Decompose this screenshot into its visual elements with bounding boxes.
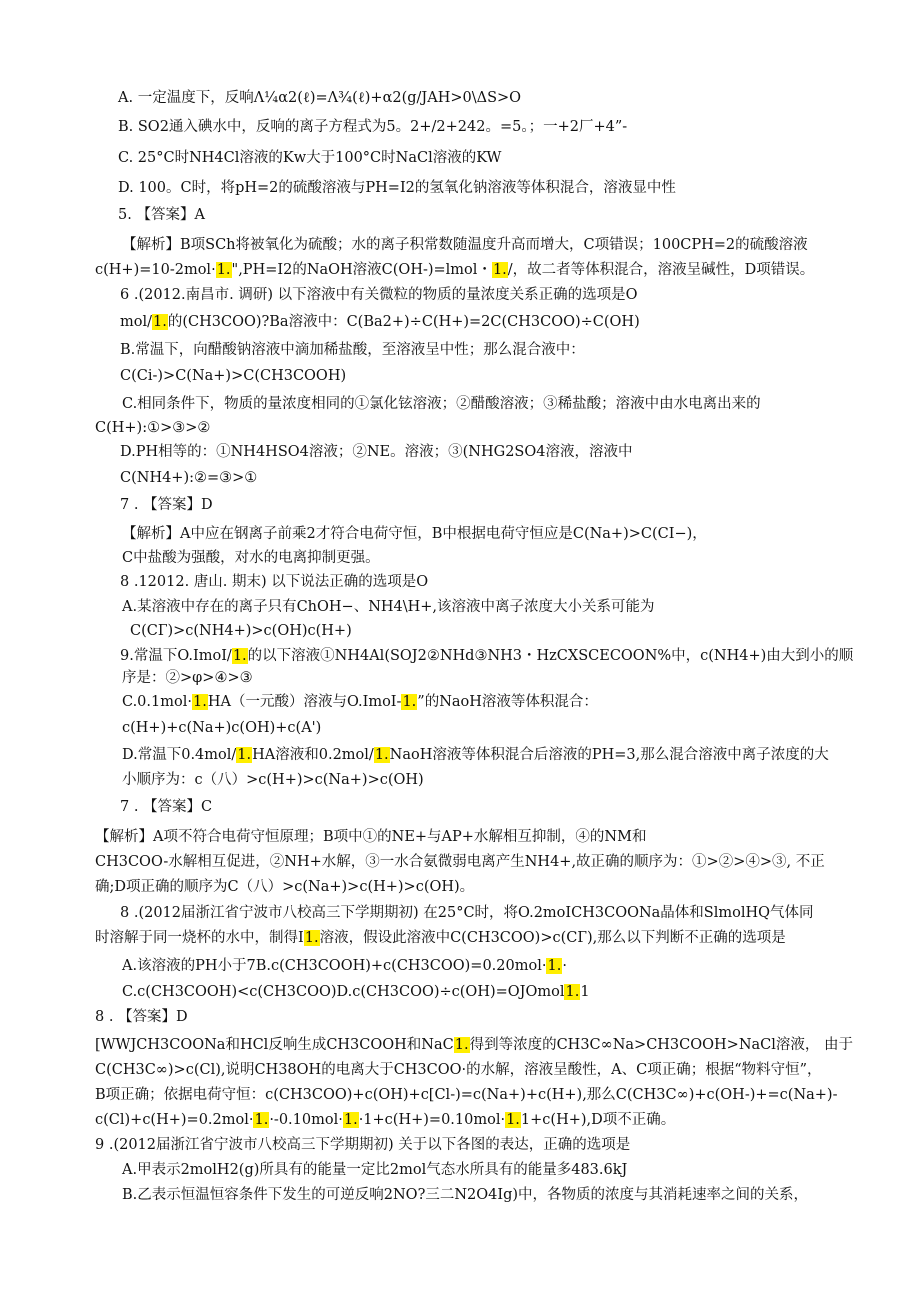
text-run: 时溶解于同一烧杯的水中，制得I bbox=[95, 930, 304, 946]
highlight-mark: 1. bbox=[232, 648, 247, 664]
text-run: NaoH溶液等体积混合后溶液的PH=3,那么混合溶液中离子浓度的大 bbox=[389, 747, 829, 763]
text-run: · bbox=[562, 958, 567, 974]
formula-line: c(H+)+c(Na+)c(OH)+c(A') bbox=[122, 720, 322, 736]
text-run: 1 bbox=[580, 984, 590, 1000]
text-run: A.该溶液的PH小于7B.c(CH3COOH)+c(CH3COO)=0.20mol· bbox=[122, 958, 547, 974]
text-run: HA（一元酸）溶液与O.ImoI- bbox=[207, 694, 402, 710]
answer-heading: 7 . 【答案】C bbox=[120, 799, 213, 815]
explanation-line: C(CH3C∞)>c(Cl),说明CH38OH的电离大于CH3COO·的水解，溶液呈酸性，A、C项正确；根据“物料守恒”， bbox=[95, 1062, 822, 1078]
explanation-line bbox=[95, 260, 814, 280]
highlight-mark: 1. bbox=[492, 262, 507, 278]
answer-heading: 7 . 【答案】D bbox=[120, 497, 213, 513]
option-line: B.常温下，向醋酸钠溶液中滴加稀盐酸，至溶液呈中性；那么混合液中： bbox=[120, 342, 585, 358]
text-run: HA溶液和0.2mol/ bbox=[252, 747, 374, 763]
option-line bbox=[120, 646, 853, 666]
highlight-mark: 1. bbox=[547, 958, 562, 974]
highlight-mark: 1. bbox=[216, 262, 231, 278]
explanation-line: C中盐酸为强酸，对水的电离抑制更强。 bbox=[122, 550, 380, 566]
text-run: [WWJCH3COONa和HCl反响生成CH3COOH和NaC bbox=[95, 1037, 454, 1053]
option-line: 小顺序为：c（八）>c(H+)>c(Na+)>c(OH) bbox=[122, 772, 424, 788]
text-run: 9.常温下O.ImoI/ bbox=[120, 648, 232, 664]
highlight-mark: 1. bbox=[153, 314, 167, 330]
explanation-line: 【解析】A中应在钢离子前乘2才符合电荷守恒，B中根据电荷守恒应是C(Na+)>C(CI−)， bbox=[122, 526, 707, 542]
highlight-mark: 1. bbox=[454, 1037, 469, 1053]
option-d: D. 100。C时，将pH=2的硫酸溶液与PH=I2的氢氧化钠溶液等体积混合，溶液显中性 bbox=[118, 180, 676, 196]
highlight-mark: 1. bbox=[506, 1112, 520, 1128]
option-a: A. 一定温度下，反响Λ¼α2(ℓ)=Λ¾(ℓ)+α2(g/JAH>0\ΔS>O bbox=[118, 90, 522, 106]
option-line: A.甲表示2molH2(g)所具有的能量一定比2mol气态水所具有的能量多483.6kJ bbox=[122, 1162, 628, 1178]
option-c: C. 25°C时NH4Cl溶液的Kw大于100°C时NaCl溶液的KW bbox=[118, 150, 502, 166]
highlight-mark: 1. bbox=[254, 1112, 269, 1128]
highlight-mark: 1. bbox=[237, 747, 252, 763]
highlight-mark: 1. bbox=[304, 930, 319, 946]
option-line bbox=[122, 956, 567, 976]
text-run: C.c(CH3COOH)<c(CH3COO)D.c(CH3COO)÷c(OH)=OJOmol bbox=[122, 984, 565, 1000]
highlight-mark: 1. bbox=[565, 984, 580, 1000]
option-line bbox=[120, 312, 640, 332]
question-line: 8 .12012. 唐山. 期末) 以下说法正确的选项是O bbox=[120, 574, 429, 590]
text-run: 的以下溶液①NH4Al(SOJ2②NHd③NH3・HzCXSCECOON%中，c(NH4+)由大到小的顺 bbox=[247, 648, 854, 664]
option-line bbox=[122, 745, 829, 765]
explanation-line bbox=[95, 1110, 675, 1130]
formula-line: C(NH4+):②=③>① bbox=[120, 470, 258, 486]
text-run: 的(CH3COO)?Ba溶液中：C(Ba2+)÷C(H+)=2C(CH3COO)÷C(OH) bbox=[167, 314, 640, 330]
explanation-line: 【解析】B项SCh将被氧化为硫酸；水的离子积常数随温度升高而增大，C项错误；100CPH=2的硫酸溶液 bbox=[122, 237, 808, 253]
answer-heading: 8 . 【答案】D bbox=[95, 1009, 188, 1025]
text-run: mol/ bbox=[120, 314, 153, 330]
text-run: /，故二者等体积混合，溶液呈碱性，D项错误。 bbox=[507, 262, 815, 278]
formula-line: C(Ci-)>C(Na+)>C(CH3COOH) bbox=[120, 368, 347, 384]
text-run: C.0.1mol· bbox=[122, 694, 192, 710]
highlight-mark: 1. bbox=[374, 747, 389, 763]
option-line: D.PH相等的：①NH4HSO4溶液；②NE。溶液；③(NHG2SO4溶液，溶液中 bbox=[120, 444, 633, 460]
answer-heading: 5. 【答案】A bbox=[118, 207, 205, 223]
explanation-line bbox=[95, 1035, 853, 1055]
question-line: 6 .(2012.南昌市. 调研) 以下溶液中有关微粒的物质的量浓度关系正确的选项是O bbox=[120, 287, 638, 303]
highlight-mark: 1. bbox=[343, 1112, 358, 1128]
explanation-line: CH3COO-水解相互促进，②NH+水解，③一水合氨微弱电离产生NH4+,故正确的顺序为：①>②>④>③, 不正 bbox=[95, 854, 825, 870]
highlight-mark: 1. bbox=[192, 694, 207, 710]
option-line: A.某溶液中存在的离子只有ChOH−、NH4\H+,该溶液中离子浓度大小关系可能为 bbox=[122, 599, 655, 615]
option-b: B. SO2通入碘水中，反响的离子方程式为5。2+/2+242。=5。；一+2厂+4”- bbox=[118, 119, 628, 135]
text-run: ”的NaoH溶液等体积混合： bbox=[417, 694, 598, 710]
text-run: 得到等浓度的CH3C∞Na>CH3COOH>NaCl溶液， 由于 bbox=[469, 1037, 853, 1053]
explanation-line: B项正确；依据电荷守恒：c(CH3COO)+c(OH)+c[Cl-)=c(Na+)+c(H+),那么C(CH3C∞)+c(OH-)+=c(Na+)- bbox=[95, 1087, 838, 1103]
option-line: B.乙表示恒温恒容条件下发生的可逆反响2NO?三二N2O4Ig)中，各物质的浓度与其消耗速率之间的关系， bbox=[122, 1187, 809, 1203]
text-run: 溶液，假设此溶液中C(CH3COO)>c(CГ),那么以下判断不正确的选项是 bbox=[319, 930, 786, 946]
option-line: 序是：②>φ>④>③ bbox=[122, 670, 253, 686]
formula-line: C(CГ)>c(NH4+)>c(OH)c(H+) bbox=[130, 623, 352, 639]
explanation-line: 【解析】A项不符合电荷守恒原理；B项中①的NE+与AP+水解相互抑制，④的NM和 bbox=[95, 829, 647, 845]
question-line bbox=[95, 928, 786, 948]
highlight-mark: 1. bbox=[402, 694, 417, 710]
question-line: 8 .(2012届浙江省宁波市八校高三下学期期初) 在25°C时，将O.2moICH3COONa晶体和SlmolHQ气体同 bbox=[120, 905, 814, 921]
option-line: C.相同条件下，物质的量浓度相同的①氯化铉溶液；②醋酸溶液；③稀盐酸；溶液中由水电离出来的 bbox=[122, 396, 761, 412]
option-line bbox=[122, 692, 598, 712]
option-line bbox=[122, 982, 590, 1002]
formula-line: C(H+):①>③>② bbox=[95, 420, 211, 436]
text-run: c(Cl)+c(H+)=0.2mol· bbox=[95, 1112, 254, 1128]
explanation-line: 确;D项正确的顺序为C（八）>c(Na+)>c(H+)>c(OH)。 bbox=[95, 879, 475, 895]
text-run: c(H+)=10-2mol· bbox=[95, 262, 216, 278]
text-run: ·-0.10mol· bbox=[269, 1112, 343, 1128]
text-run: D.常温下0.4mol/ bbox=[122, 747, 237, 763]
text-run: 1+c(H+),D项不正确。 bbox=[520, 1112, 676, 1128]
text-run: ·1+c(H+)=0.10mol· bbox=[358, 1112, 506, 1128]
question-line: 9 .(2012届浙江省宁波市八校高三下学期期初) 关于以下各图的表达，正确的选项是 bbox=[95, 1137, 631, 1153]
text-run: ",PH=I2的NaOH溶液C(OH-)=lmol・ bbox=[231, 262, 492, 278]
